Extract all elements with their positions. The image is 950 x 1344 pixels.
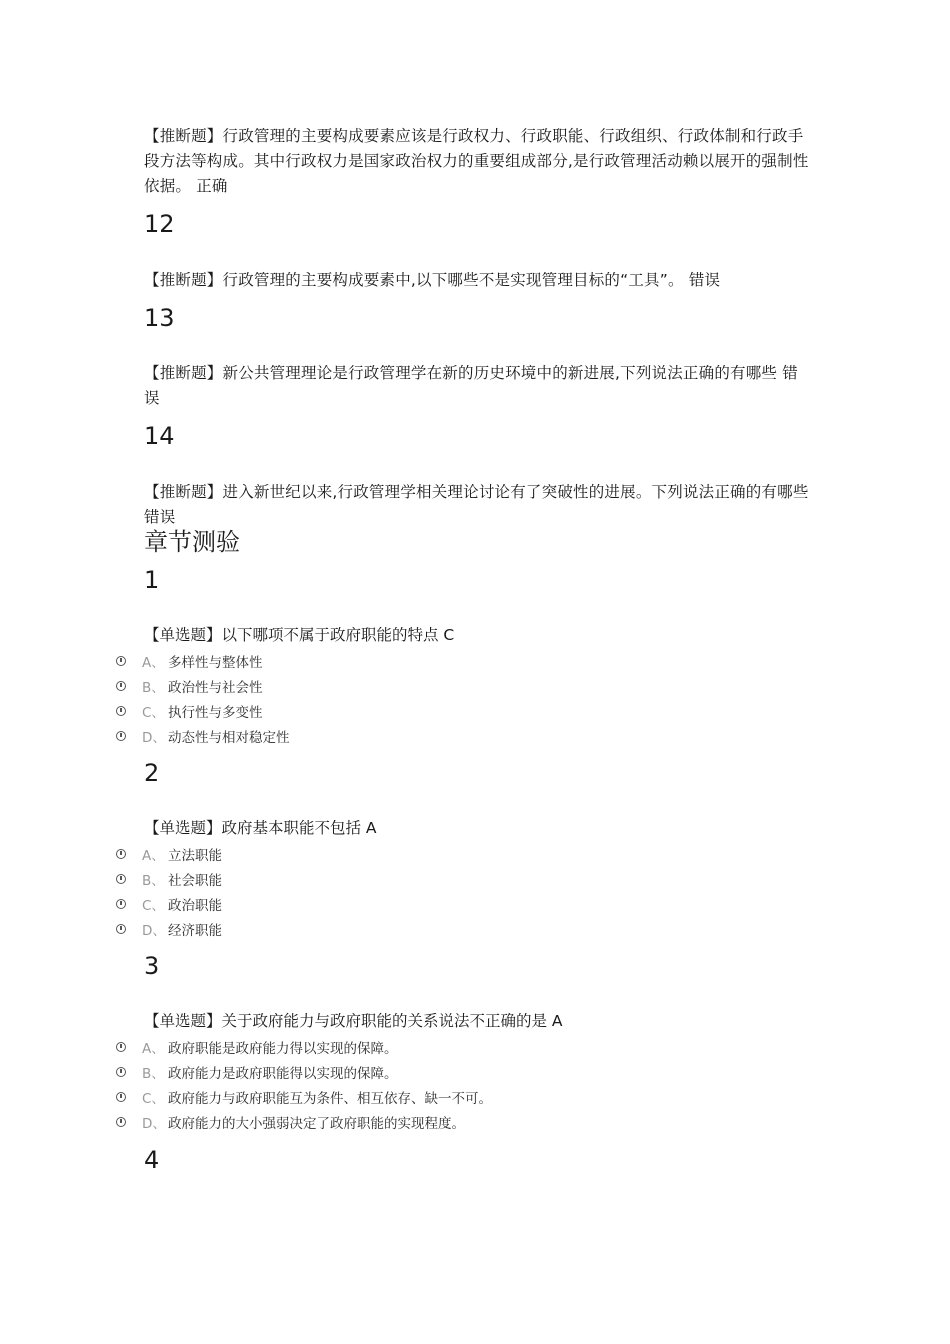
option-text: 多样性与整体性 bbox=[168, 655, 263, 671]
judge-question-text: 【推断题】新公共管理理论是行政管理学在新的历史环境中的新进展,下列说法正确的有哪些 错误 bbox=[144, 364, 798, 407]
option-a[interactable] bbox=[116, 1036, 398, 1058]
option-text: 政府能力是政府职能得以实现的保障。 bbox=[168, 1066, 398, 1082]
section-title: 章节测验 bbox=[144, 528, 240, 556]
option-b[interactable] bbox=[116, 868, 222, 890]
radio-icon[interactable] bbox=[116, 656, 126, 666]
question-number: 13 bbox=[144, 304, 175, 332]
option-letter: C、 bbox=[142, 1091, 165, 1107]
single-choice-question-text: 【单选题】以下哪项不属于政府职能的特点 C bbox=[144, 626, 455, 644]
option-d[interactable] bbox=[116, 1111, 465, 1133]
option-letter: D、 bbox=[142, 923, 166, 939]
radio-icon[interactable] bbox=[116, 1042, 126, 1052]
option-letter: D、 bbox=[142, 730, 166, 746]
option-a[interactable] bbox=[116, 650, 263, 672]
radio-icon[interactable] bbox=[116, 874, 126, 884]
option-letter: B、 bbox=[142, 1066, 165, 1082]
option-d[interactable] bbox=[116, 918, 222, 940]
option-text: 政府能力的大小强弱决定了政府职能的实现程度。 bbox=[168, 1116, 465, 1132]
question-number: 1 bbox=[144, 566, 160, 594]
option-text: 政治职能 bbox=[168, 898, 222, 914]
judge-question-text: 【推断题】行政管理的主要构成要素应该是行政权力、行政职能、行政组织、行政体制和行政手段方法等构成。其中行政权力是国家政治权力的重要组成部分,是行政管理活动赖以展开的强制性依据。 正确 bbox=[144, 127, 809, 195]
option-text: 社会职能 bbox=[168, 873, 222, 889]
option-b[interactable] bbox=[116, 1061, 398, 1083]
option-text: 经济职能 bbox=[168, 923, 222, 939]
question-number: 2 bbox=[144, 759, 160, 787]
radio-icon[interactable] bbox=[116, 731, 126, 741]
option-letter: D、 bbox=[142, 1116, 166, 1132]
option-c[interactable] bbox=[116, 700, 263, 722]
radio-icon[interactable] bbox=[116, 681, 126, 691]
option-text: 政治性与社会性 bbox=[168, 680, 263, 696]
radio-icon[interactable] bbox=[116, 1092, 126, 1102]
option-letter: A、 bbox=[142, 1041, 165, 1057]
option-letter: B、 bbox=[142, 873, 165, 889]
option-letter: A、 bbox=[142, 848, 165, 864]
option-d[interactable] bbox=[116, 725, 290, 747]
question-number: 3 bbox=[144, 952, 160, 980]
question-number: 12 bbox=[144, 210, 175, 238]
judge-question-text: 【推断题】进入新世纪以来,行政管理学相关理论讨论有了突破性的进展。下列说法正确的有哪些 错误 bbox=[144, 483, 809, 526]
option-text: 政府能力与政府职能互为条件、相互依存、缺一不可。 bbox=[168, 1091, 492, 1107]
radio-icon[interactable] bbox=[116, 706, 126, 716]
radio-icon[interactable] bbox=[116, 924, 126, 934]
option-text: 动态性与相对稳定性 bbox=[168, 730, 290, 746]
option-letter: B、 bbox=[142, 680, 165, 696]
option-letter: C、 bbox=[142, 898, 165, 914]
radio-icon[interactable] bbox=[116, 899, 126, 909]
option-letter: A、 bbox=[142, 655, 165, 671]
radio-icon[interactable] bbox=[116, 1117, 126, 1127]
question-number: 4 bbox=[144, 1146, 160, 1174]
judge-question-text: 【推断题】行政管理的主要构成要素中,以下哪些不是实现管理目标的“工具”。 错误 bbox=[144, 271, 721, 289]
option-c[interactable] bbox=[116, 1086, 492, 1108]
option-a[interactable] bbox=[116, 843, 222, 865]
question-number: 14 bbox=[144, 422, 175, 450]
single-choice-question-text: 【单选题】关于政府能力与政府职能的关系说法不正确的是 A bbox=[144, 1012, 563, 1030]
option-c[interactable] bbox=[116, 893, 222, 915]
option-b[interactable] bbox=[116, 675, 263, 697]
option-text: 立法职能 bbox=[168, 848, 222, 864]
radio-icon[interactable] bbox=[116, 1067, 126, 1077]
radio-icon[interactable] bbox=[116, 849, 126, 859]
option-letter: C、 bbox=[142, 705, 165, 721]
option-text: 执行性与多变性 bbox=[168, 705, 263, 721]
single-choice-question-text: 【单选题】政府基本职能不包括 A bbox=[144, 819, 377, 837]
option-text: 政府职能是政府能力得以实现的保障。 bbox=[168, 1041, 398, 1057]
